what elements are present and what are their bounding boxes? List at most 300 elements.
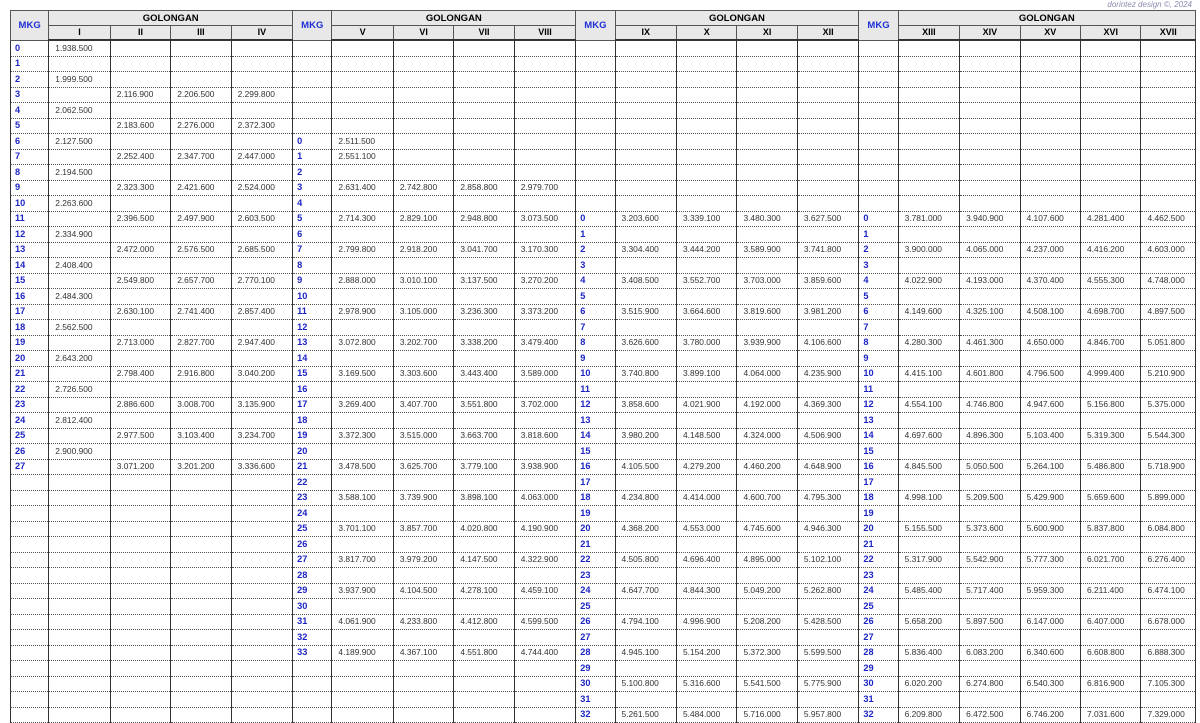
salary-cell xyxy=(171,692,231,708)
salary-cell xyxy=(960,118,1020,134)
salary-cell xyxy=(454,165,514,181)
salary-cell: 2.524.000 xyxy=(231,180,292,196)
mkg-cell: 22 xyxy=(576,552,615,568)
salary-cell: 1.999.500 xyxy=(49,72,110,88)
salary-cell xyxy=(110,614,170,630)
salary-cell: 3.269.400 xyxy=(332,397,393,413)
salary-cell: 2.484.300 xyxy=(49,289,110,305)
salary-cell xyxy=(1020,87,1080,103)
mkg-cell xyxy=(11,630,49,646)
salary-cell xyxy=(1081,87,1141,103)
salary-cell: 2.978.900 xyxy=(332,304,393,320)
mkg-cell: 12 xyxy=(293,320,332,336)
table-row xyxy=(11,196,1196,212)
salary-cell: 2.799.800 xyxy=(332,242,393,258)
salary-cell xyxy=(49,537,110,553)
salary-cell xyxy=(514,227,575,243)
salary-cell xyxy=(1141,382,1196,398)
salary-cell: 3.303.600 xyxy=(393,366,453,382)
salary-cell xyxy=(676,40,736,56)
salary-cell: 4.416.200 xyxy=(1081,242,1141,258)
mkg-cell: 16 xyxy=(293,382,332,398)
salary-cell xyxy=(49,366,110,382)
salary-cell xyxy=(231,645,292,661)
salary-cell xyxy=(676,413,736,429)
salary-cell: 1.938.500 xyxy=(49,40,110,56)
salary-cell xyxy=(615,351,676,367)
salary-cell xyxy=(454,134,514,150)
salary-cell xyxy=(49,676,110,692)
salary-cell xyxy=(49,397,110,413)
salary-cell: 4.322.900 xyxy=(514,552,575,568)
salary-cell xyxy=(737,475,797,491)
salary-cell xyxy=(1141,413,1196,429)
salary-cell: 2.194.500 xyxy=(49,165,110,181)
salary-cell xyxy=(960,413,1020,429)
salary-cell: 5.317.900 xyxy=(898,552,959,568)
salary-cell xyxy=(1020,196,1080,212)
mkg-cell xyxy=(293,56,332,72)
salary-cell: 5.957.800 xyxy=(797,707,858,723)
salary-cell xyxy=(615,87,676,103)
mkg-cell: 0 xyxy=(859,211,898,227)
salary-cell xyxy=(615,180,676,196)
mkg-cell xyxy=(11,645,49,661)
table-row xyxy=(11,630,1196,646)
mkg-cell: 20 xyxy=(576,521,615,537)
table-row xyxy=(11,227,1196,243)
mkg-cell xyxy=(859,149,898,165)
salary-cell xyxy=(171,676,231,692)
salary-cell: 2.857.400 xyxy=(231,304,292,320)
salary-cell xyxy=(49,645,110,661)
salary-cell xyxy=(615,103,676,119)
salary-cell xyxy=(797,196,858,212)
salary-cell xyxy=(737,537,797,553)
mkg-cell xyxy=(11,707,49,723)
mkg-header: MKG xyxy=(11,11,49,41)
mkg-cell xyxy=(576,196,615,212)
mkg-cell xyxy=(11,490,49,506)
salary-cell xyxy=(1141,692,1196,708)
salary-cell xyxy=(797,599,858,615)
salary-cell xyxy=(110,258,170,274)
salary-cell xyxy=(514,537,575,553)
mkg-cell: 2 xyxy=(576,242,615,258)
salary-cell xyxy=(1141,444,1196,460)
salary-cell: 4.947.600 xyxy=(1020,397,1080,413)
salary-cell: 6.746.200 xyxy=(1020,707,1080,723)
salary-cell: 5.373.600 xyxy=(960,521,1020,537)
salary-cell: 3.899.100 xyxy=(676,366,736,382)
mkg-cell: 1 xyxy=(859,227,898,243)
salary-cell: 2.127.500 xyxy=(49,134,110,150)
salary-cell xyxy=(898,149,959,165)
salary-cell xyxy=(737,661,797,677)
salary-cell xyxy=(1020,227,1080,243)
salary-cell: 3.937.900 xyxy=(332,583,393,599)
salary-cell: 2.726.500 xyxy=(49,382,110,398)
salary-cell: 5.103.400 xyxy=(1020,428,1080,444)
salary-cell: 2.396.500 xyxy=(110,211,170,227)
mkg-cell: 21 xyxy=(11,366,49,382)
salary-cell: 3.979.200 xyxy=(393,552,453,568)
salary-cell xyxy=(1141,351,1196,367)
salary-cell xyxy=(171,599,231,615)
salary-cell xyxy=(110,475,170,491)
salary-cell xyxy=(171,475,231,491)
salary-cell: 4.999.400 xyxy=(1081,366,1141,382)
salary-cell xyxy=(1141,258,1196,274)
salary-cell xyxy=(49,630,110,646)
salary-cell xyxy=(454,196,514,212)
salary-cell xyxy=(615,599,676,615)
salary-cell: 5.959.300 xyxy=(1020,583,1080,599)
salary-cell xyxy=(898,72,959,88)
salary-cell xyxy=(110,320,170,336)
mkg-cell xyxy=(293,72,332,88)
salary-cell xyxy=(332,413,393,429)
salary-cell xyxy=(960,382,1020,398)
mkg-header: MKG xyxy=(293,11,332,41)
salary-cell xyxy=(1081,506,1141,522)
salary-cell xyxy=(676,599,736,615)
mkg-cell: 2 xyxy=(293,165,332,181)
salary-cell xyxy=(454,351,514,367)
salary-cell xyxy=(1141,87,1196,103)
salary-cell xyxy=(737,87,797,103)
mkg-cell xyxy=(293,676,332,692)
salary-cell xyxy=(898,444,959,460)
salary-cell: 4.189.900 xyxy=(332,645,393,661)
salary-cell: 2.511.500 xyxy=(332,134,393,150)
salary-cell xyxy=(393,103,453,119)
mkg-cell: 18 xyxy=(11,320,49,336)
salary-cell: 3.701.100 xyxy=(332,521,393,537)
salary-cell xyxy=(960,87,1020,103)
mkg-cell xyxy=(11,599,49,615)
mkg-cell: 12 xyxy=(11,227,49,243)
mkg-cell: 19 xyxy=(293,428,332,444)
table-row xyxy=(11,413,1196,429)
salary-cell: 2.421.600 xyxy=(171,180,231,196)
salary-cell: 3.407.700 xyxy=(393,397,453,413)
salary-cell xyxy=(960,661,1020,677)
salary-cell xyxy=(332,56,393,72)
salary-cell xyxy=(797,180,858,196)
mkg-cell: 28 xyxy=(576,645,615,661)
salary-cell xyxy=(231,165,292,181)
salary-cell xyxy=(615,134,676,150)
salary-cell xyxy=(1141,661,1196,677)
credit-watermark: dorintez design ©, 2024 xyxy=(1107,0,1192,9)
salary-cell: 6.084.800 xyxy=(1141,521,1196,537)
salary-cell xyxy=(231,320,292,336)
salary-cell xyxy=(514,72,575,88)
salary-cell xyxy=(231,444,292,460)
table-row xyxy=(11,537,1196,553)
salary-cell xyxy=(960,180,1020,196)
salary-cell xyxy=(514,444,575,460)
mkg-cell xyxy=(293,707,332,723)
mkg-cell: 10 xyxy=(293,289,332,305)
salary-cell xyxy=(514,196,575,212)
salary-cell xyxy=(797,118,858,134)
table-row xyxy=(11,273,1196,289)
salary-cell xyxy=(332,707,393,723)
salary-cell xyxy=(393,537,453,553)
salary-cell xyxy=(110,661,170,677)
salary-cell xyxy=(231,614,292,630)
salary-cell: 4.996.900 xyxy=(676,614,736,630)
salary-cell xyxy=(171,583,231,599)
salary-cell xyxy=(171,165,231,181)
salary-cell: 4.846.700 xyxy=(1081,335,1141,351)
salary-cell: 3.739.900 xyxy=(393,490,453,506)
salary-cell xyxy=(737,196,797,212)
salary-cell: 3.625.700 xyxy=(393,459,453,475)
mkg-cell: 23 xyxy=(293,490,332,506)
mkg-cell: 30 xyxy=(576,676,615,692)
salary-cell xyxy=(171,382,231,398)
salary-cell xyxy=(1141,599,1196,615)
salary-cell: 2.742.800 xyxy=(393,180,453,196)
salary-cell: 4.946.300 xyxy=(797,521,858,537)
salary-cell xyxy=(960,506,1020,522)
salary-cell xyxy=(960,537,1020,553)
salary-cell: 4.697.600 xyxy=(898,428,959,444)
mkg-cell: 15 xyxy=(11,273,49,289)
salary-cell: 3.234.700 xyxy=(231,428,292,444)
table-row xyxy=(11,320,1196,336)
salary-cell xyxy=(171,103,231,119)
salary-cell: 4.325.100 xyxy=(960,304,1020,320)
salary-cell xyxy=(615,382,676,398)
salary-cell xyxy=(615,506,676,522)
salary-cell xyxy=(960,134,1020,150)
salary-cell xyxy=(49,273,110,289)
salary-cell: 3.270.200 xyxy=(514,273,575,289)
salary-cell xyxy=(676,444,736,460)
salary-cell: 2.206.500 xyxy=(171,87,231,103)
salary-cell: 5.718.900 xyxy=(1141,459,1196,475)
salary-cell: 5.050.500 xyxy=(960,459,1020,475)
salary-cell xyxy=(171,320,231,336)
salary-cell: 5.658.200 xyxy=(898,614,959,630)
mkg-cell: 33 xyxy=(293,645,332,661)
salary-cell: 6.816.900 xyxy=(1081,676,1141,692)
salary-cell: 4.415.100 xyxy=(898,366,959,382)
salary-cell: 6.276.400 xyxy=(1141,552,1196,568)
salary-cell xyxy=(1081,320,1141,336)
salary-cell: 2.603.500 xyxy=(231,211,292,227)
table-row xyxy=(11,87,1196,103)
salary-cell xyxy=(231,692,292,708)
mkg-cell: 15 xyxy=(293,366,332,382)
salary-cell xyxy=(1081,568,1141,584)
salary-cell: 3.589.900 xyxy=(737,242,797,258)
salary-cell xyxy=(898,630,959,646)
mkg-cell xyxy=(11,521,49,537)
salary-cell xyxy=(737,72,797,88)
mkg-header: MKG xyxy=(576,11,615,41)
salary-cell xyxy=(615,537,676,553)
salary-cell xyxy=(393,382,453,398)
salary-cell: 2.829.100 xyxy=(393,211,453,227)
salary-cell: 4.147.500 xyxy=(454,552,514,568)
salary-cell: 4.748.000 xyxy=(1141,273,1196,289)
salary-cell xyxy=(615,40,676,56)
salary-cell: 3.940.900 xyxy=(960,211,1020,227)
mkg-cell xyxy=(11,475,49,491)
salary-cell xyxy=(1020,692,1080,708)
table-row xyxy=(11,521,1196,537)
table-row xyxy=(11,289,1196,305)
mkg-cell: 8 xyxy=(576,335,615,351)
salary-cell xyxy=(171,444,231,460)
salary-cell xyxy=(332,103,393,119)
salary-cell xyxy=(332,258,393,274)
salary-cell: 2.979.700 xyxy=(514,180,575,196)
salary-cell: 5.777.300 xyxy=(1020,552,1080,568)
salary-cell xyxy=(393,165,453,181)
salary-cell: 3.859.600 xyxy=(797,273,858,289)
salary-cell xyxy=(898,165,959,181)
salary-cell xyxy=(960,258,1020,274)
salary-cell: 3.169.500 xyxy=(332,366,393,382)
salary-cell: 4.412.800 xyxy=(454,614,514,630)
salary-cell xyxy=(1141,630,1196,646)
salary-cell: 3.373.200 xyxy=(514,304,575,320)
salary-cell xyxy=(960,475,1020,491)
salary-cell: 5.600.900 xyxy=(1020,521,1080,537)
mkg-cell xyxy=(576,87,615,103)
salary-cell xyxy=(332,599,393,615)
salary-cell: 2.713.000 xyxy=(110,335,170,351)
mkg-cell: 9 xyxy=(859,351,898,367)
salary-cell xyxy=(514,40,575,56)
table-body xyxy=(11,40,1196,723)
salary-cell xyxy=(332,72,393,88)
salary-cell: 5.897.500 xyxy=(960,614,1020,630)
mkg-cell xyxy=(11,583,49,599)
table-row xyxy=(11,552,1196,568)
salary-cell xyxy=(797,630,858,646)
salary-cell xyxy=(960,40,1020,56)
mkg-cell: 25 xyxy=(859,599,898,615)
salary-cell: 2.252.400 xyxy=(110,149,170,165)
salary-cell xyxy=(960,630,1020,646)
salary-cell xyxy=(49,707,110,723)
salary-cell xyxy=(1020,258,1080,274)
salary-cell: 4.324.000 xyxy=(737,428,797,444)
mkg-header: MKG xyxy=(859,11,898,41)
salary-cell xyxy=(514,87,575,103)
salary-cell xyxy=(332,40,393,56)
salary-cell: 6.888.300 xyxy=(1141,645,1196,661)
salary-cell: 4.945.100 xyxy=(615,645,676,661)
salary-cell xyxy=(797,227,858,243)
mkg-cell: 6 xyxy=(11,134,49,150)
salary-cell xyxy=(393,320,453,336)
mkg-cell: 14 xyxy=(576,428,615,444)
salary-cell xyxy=(1141,475,1196,491)
salary-cell: 3.981.200 xyxy=(797,304,858,320)
mkg-cell: 3 xyxy=(576,258,615,274)
salary-cell: 2.549.800 xyxy=(110,273,170,289)
salary-cell xyxy=(1141,40,1196,56)
salary-cell: 4.281.400 xyxy=(1081,211,1141,227)
salary-cell: 3.135.900 xyxy=(231,397,292,413)
salary-cell xyxy=(737,40,797,56)
salary-cell xyxy=(1020,475,1080,491)
salary-cell: 4.193.000 xyxy=(960,273,1020,289)
salary-cell xyxy=(332,382,393,398)
salary-cell xyxy=(454,599,514,615)
salary-cell: 4.107.600 xyxy=(1020,211,1080,227)
salary-cell xyxy=(171,134,231,150)
salary-cell xyxy=(514,118,575,134)
salary-cell xyxy=(393,351,453,367)
salary-cell xyxy=(1141,118,1196,134)
salary-cell: 7.031.600 xyxy=(1081,707,1141,723)
salary-cell xyxy=(110,568,170,584)
salary-table xyxy=(10,10,1196,723)
salary-cell: 4.370.400 xyxy=(1020,273,1080,289)
salary-cell: 4.554.100 xyxy=(898,397,959,413)
salary-cell: 4.551.800 xyxy=(454,645,514,661)
mkg-cell xyxy=(11,552,49,568)
salary-cell: 4.746.800 xyxy=(960,397,1020,413)
salary-cell: 4.022.900 xyxy=(898,273,959,289)
salary-cell: 5.899.000 xyxy=(1141,490,1196,506)
salary-cell xyxy=(110,56,170,72)
table-row xyxy=(11,165,1196,181)
salary-cell xyxy=(737,630,797,646)
salary-cell xyxy=(960,103,1020,119)
salary-cell: 6.083.200 xyxy=(960,645,1020,661)
mkg-cell: 31 xyxy=(859,692,898,708)
salary-cell xyxy=(898,258,959,274)
salary-cell xyxy=(110,413,170,429)
salary-cell: 7.329.000 xyxy=(1141,707,1196,723)
mkg-cell: 32 xyxy=(293,630,332,646)
golongan-column-header: XII xyxy=(797,26,858,41)
mkg-cell: 26 xyxy=(11,444,49,460)
golongan-column-header: V xyxy=(332,26,393,41)
salary-cell: 4.696.400 xyxy=(676,552,736,568)
salary-cell: 6.209.800 xyxy=(898,707,959,723)
salary-cell: 4.845.500 xyxy=(898,459,959,475)
mkg-cell xyxy=(293,87,332,103)
salary-cell xyxy=(171,614,231,630)
salary-cell xyxy=(898,413,959,429)
salary-cell: 2.685.500 xyxy=(231,242,292,258)
salary-cell xyxy=(110,444,170,460)
salary-cell: 4.149.600 xyxy=(898,304,959,320)
salary-cell xyxy=(1020,149,1080,165)
salary-cell: 2.062.500 xyxy=(49,103,110,119)
salary-cell xyxy=(615,149,676,165)
salary-cell xyxy=(514,630,575,646)
table-row xyxy=(11,599,1196,615)
salary-cell: 6.472.500 xyxy=(960,707,1020,723)
salary-cell xyxy=(171,72,231,88)
salary-cell: 2.643.200 xyxy=(49,351,110,367)
salary-cell: 3.040.200 xyxy=(231,366,292,382)
mkg-cell: 23 xyxy=(576,568,615,584)
salary-cell: 5.484.000 xyxy=(676,707,736,723)
